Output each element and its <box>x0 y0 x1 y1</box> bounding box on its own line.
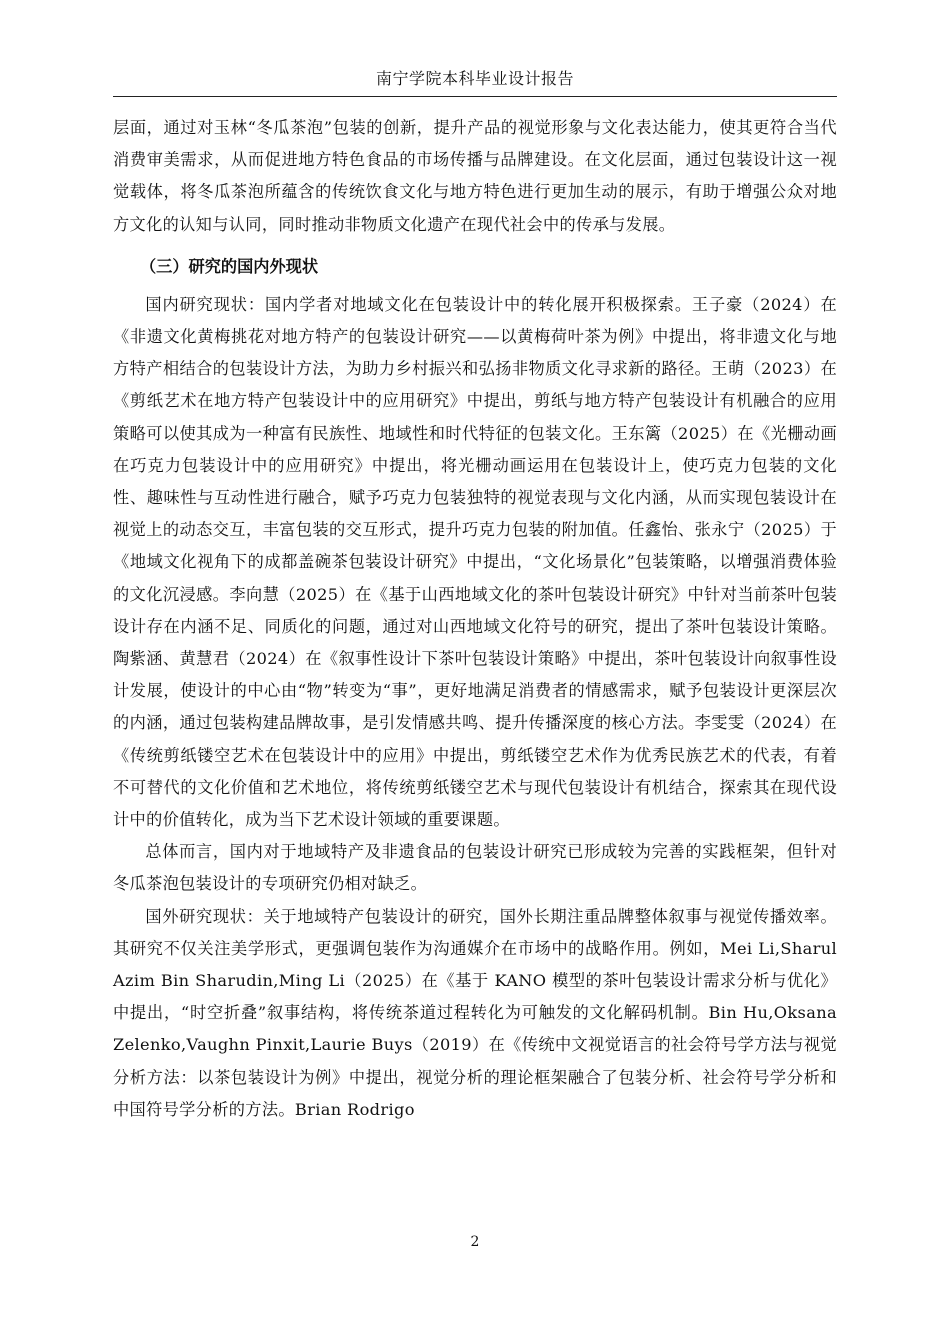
body-paragraph-domestic-summary: 总体而言，国内对于地域特产及非遗食品的包装设计研究已形成较为完善的实践框架，但针对冬瓜茶泡包装设计的专项研究仍相对缺乏。 <box>113 842 837 894</box>
header-divider <box>113 96 837 97</box>
page-body <box>113 112 837 1126</box>
body-paragraph-continuation: 层面，通过对玉林“冬瓜茶泡”包装的创新，提升产品的视觉形象与文化表达能力，使其更符合当代消费审美需求，从而促进地方特色食品的市场传播与品牌建设。在文化层面，通过包装设计这一视觉载体，将冬瓜茶泡所蕴含的传统饮食文化与地方特色进行更加生动的展示，有助于增强公众对地方文化的认知与认同，同时推动非物质文化遗产在现代社会中的传承与发展。 <box>113 118 837 234</box>
page-number: 2 <box>470 1234 480 1250</box>
running-header-title: 南宁学院本科毕业设计报告 <box>375 69 574 88</box>
body-paragraph-domestic-research: 国内研究现状：国内学者对地域文化在包装设计中的转化展开积极探索。王子豪（2024）在《非遗文化黄梅挑花对地方特产的包装设计研究——以黄梅荷叶茶为例》中提出，将非遗文化与地方特产相结合的包装设计方法，为助力乡村振兴和弘扬非物质文化寻求新的路径。王萌（2023）在《剪纸艺术在地方特产包装设计中的应用研究》中提出，剪纸与地方特产包装设计有机融合的应用策略可以使其成为一种富有民族性、地域性和时代特征的包装文化。王东篱（2025）在《光栅动画在巧克力包装设计中的应用研究》中提出，将光栅动画运用在包装设计上，使巧克力包装的文化性、趣味性与互动性进行融合，赋予巧克力包装独特的视觉表现与文化内涵，从而实现包装设计在视觉上的动态交互，丰富包装的交互形式，提升巧克力包装的附加值。任鑫怡、张永宁（2025）于《地域文化视角下的成都盖碗茶包装设计研究》中提出，“文化场景化”包装策略，以增强消费体验的文化沉浸感。李向慧（2025）在《基于山西地域文化的茶叶包装设计研究》中针对当前茶叶包装设计存在内涵不足、同质化的问题，通过对山西地域文化符号的研究，提出了茶叶包装设计策略。陶紫涵、黄慧君（2024）在《叙事性设计下茶叶包装设计策略》中提出，茶叶包装设计向叙事性设计发展，使设计的中心由“物”转变为“事”，更好地满足消费者的情感需求，赋予包装设计更深层次的内涵，通过包装构建品牌故事，是引发情感共鸣、提升传播深度的核心方法。李雯雯（2024）在《传统剪纸镂空艺术在包装设计中的应用》中提出，剪纸镂空艺术作为优秀民族艺术的代表，有着不可替代的文化价值和艺术地位，将传统剪纸镂空艺术与现代包装设计有机结合，探索其在现代设计中的价值转化，成为当下艺术设计领域的重要课题。 <box>113 294 837 830</box>
body-paragraph-foreign-research: 国外研究现状：关于地域特产包装设计的研究，国外长期注重品牌整体叙事与视觉传播效率。其研究不仅关注美学形式，更强调包装作为沟通媒介在市场中的战略作用。例如，Mei Li,Sharul Azim Bin Sharudin,Ming Li（2025）在《基于 KANO 模型的茶叶包装设计需求分析与优化》中提出，“时空折叠”叙事结构，将传统茶道过程转化为可触发的文化解码机制。Bin Hu,Oksana Zelenko,Vaughn Pinxit,Laurie Buys（2019）在《传统中文视觉语言的社会符号学方法与视觉分析方法：以茶包装设计为例》中提出，视觉分析的理论框架融合了包装分析、社会符号学分析和中国符号学分析的方法。Brian Rodrigo <box>113 906 837 1119</box>
section-heading: （三）研究的国内外现状 <box>140 256 319 276</box>
